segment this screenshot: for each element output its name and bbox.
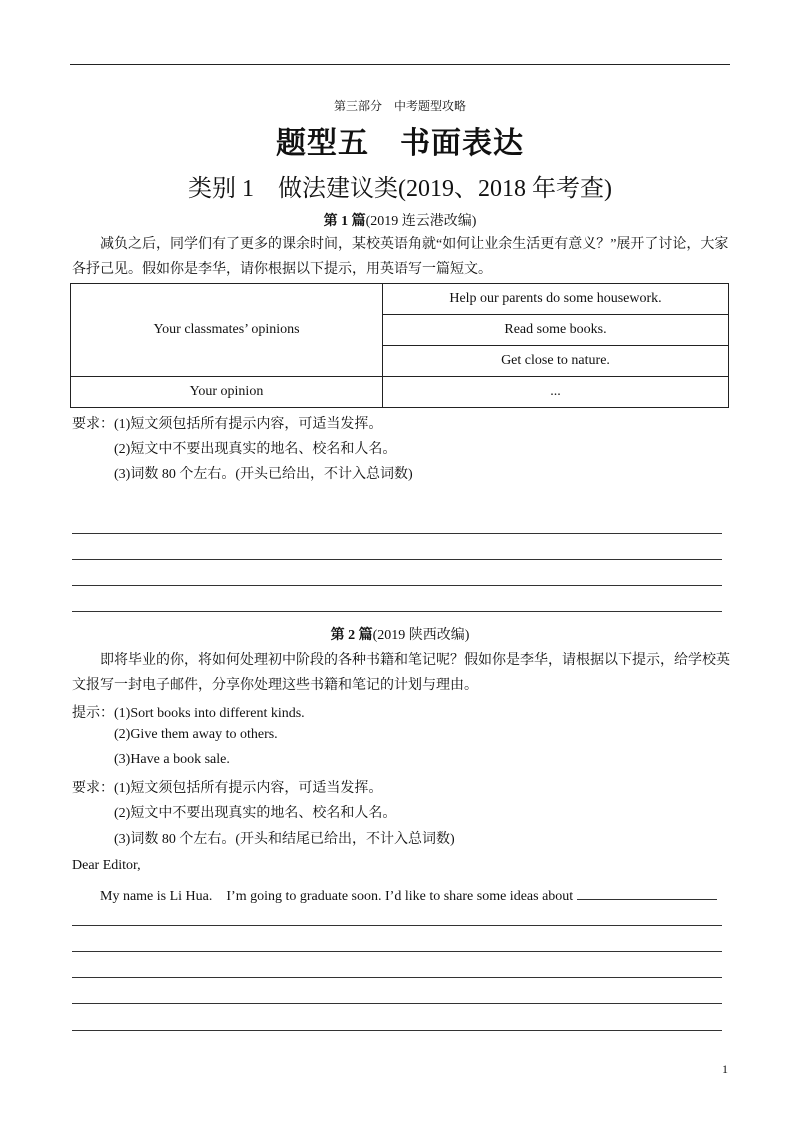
top-rule — [70, 64, 730, 65]
section1-requirement: (2)短文中不要出现真实的地名、校名和人名。 — [114, 442, 397, 457]
opinion-cell: Read some books. — [383, 315, 729, 346]
answer-line[interactable] — [72, 559, 722, 560]
answer-line[interactable] — [72, 533, 722, 534]
page-number: 1 — [722, 1062, 728, 1076]
section2-hint: 提示：(1)Sort books into different kinds. — [72, 706, 305, 721]
section1-requirement: (3)词数 80 个左右。(开头已给出，不计入总词数) — [114, 467, 413, 482]
page-header: 第三部分 中考题型攻略 — [333, 99, 466, 113]
section2-hint: (2)Give them away to others. — [114, 727, 278, 742]
answer-line[interactable] — [72, 611, 722, 612]
section2-label: 第 2 篇 — [330, 628, 373, 643]
section1-label: 第 1 篇 — [323, 214, 366, 229]
section2-requirement: (3)词数 80 个左右。(开头和结尾已给出，不计入总词数) — [114, 832, 455, 847]
section2-source: (2019 陕西改编) — [372, 628, 470, 643]
fill-in-blank[interactable] — [577, 885, 717, 900]
letter-opening-text: My name is Li Hua. I’m going to graduate soon. I’d like to share some ideas about — [100, 889, 574, 904]
answer-line[interactable] — [72, 977, 722, 978]
letter-greeting: Dear Editor, — [72, 858, 141, 873]
letter-opening — [100, 885, 717, 905]
opinion-cell: Get close to nature. — [383, 346, 729, 377]
section2-requirement: (2)短文中不要出现真实的地名、校名和人名。 — [114, 806, 397, 821]
answer-line[interactable] — [72, 925, 722, 926]
answer-line[interactable] — [72, 1003, 722, 1004]
section2-intro: 即将毕业的你，将如何处理初中阶段的各种书籍和笔记呢？假如你是李华，请根据以下提示，给学校英文报写一封电子邮件，分享你处理这些书籍和笔记的计划与理由。 — [72, 653, 730, 693]
page-title: 题型五 书面表达 — [276, 126, 524, 161]
section1-source: (2019 连云港改编) — [365, 214, 477, 229]
section1-title — [0, 210, 800, 230]
your-opinion-cell: ... — [383, 377, 729, 408]
prompt-table — [70, 283, 729, 408]
answer-line[interactable] — [72, 585, 722, 586]
section2-requirement: 要求：(1)短文须包括所有提示内容，可适当发挥。 — [72, 781, 383, 796]
answer-line[interactable] — [72, 951, 722, 952]
answer-line[interactable] — [72, 1030, 722, 1031]
section1-intro: 减负之后，同学们有了更多的课余时间，某校英语角就“如何让业余生活更有意义？”展开了讨论，大家各抒己见。假如你是李华，请你根据以下提示，用英语写一篇短文。 — [72, 237, 729, 277]
section2-hint: (3)Have a book sale. — [114, 752, 230, 767]
section1-requirement: 要求：(1)短文须包括所有提示内容，可适当发挥。 — [72, 417, 383, 432]
classmates-opinions-label: Your classmates’ opinions — [71, 284, 383, 377]
section2-title — [0, 624, 800, 644]
opinion-cell: Help our parents do some housework. — [383, 284, 729, 315]
page-subtitle: 类别 1 做法建议类(2019、2018 年考查) — [188, 176, 612, 202]
your-opinion-label: Your opinion — [71, 377, 383, 408]
